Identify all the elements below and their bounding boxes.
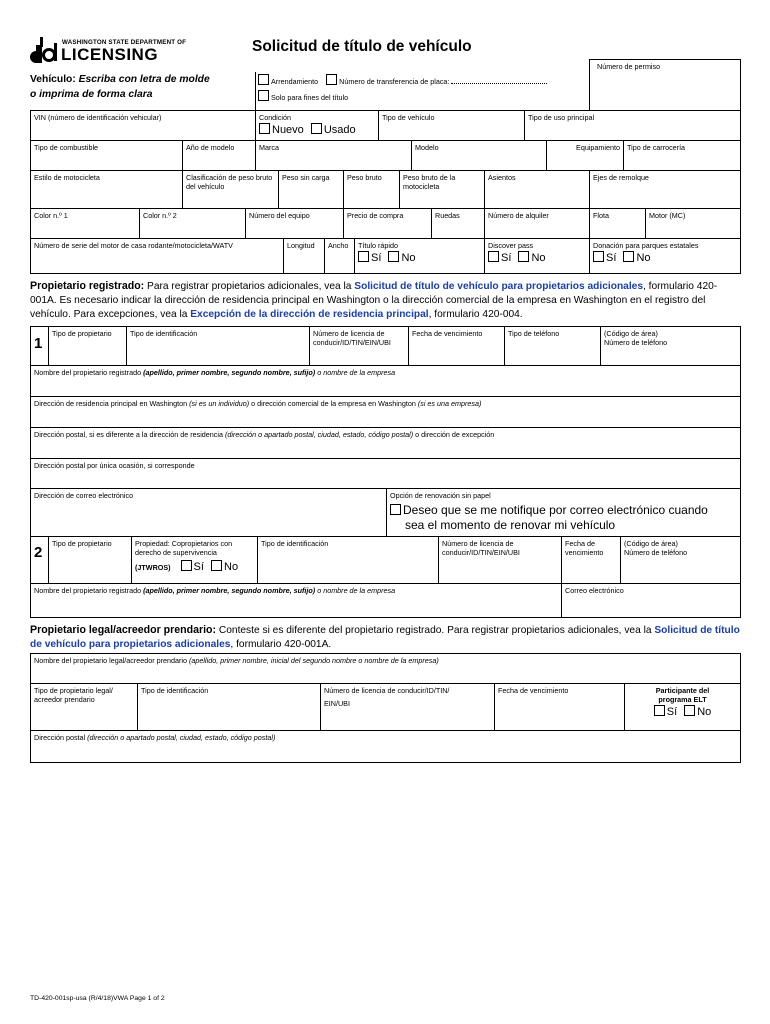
trailer-axles-field[interactable] [589,170,741,209]
quick-title-field [354,238,485,274]
moto-gross-weight-field[interactable] [399,170,485,209]
legal-owner-intro [30,623,742,652]
discover-pass-no-checkbox[interactable] [518,251,529,262]
motor-label: Motor (MC) [649,211,686,220]
engine-serial-label: Número de serie del motor de casa rodante/motocicleta/WATV [34,241,233,250]
owner2-name-label-post: o nombre de la empresa [315,586,396,595]
owner2-area-code-label: (Código de área) [624,539,678,548]
owner1-mailing-address-field[interactable] [30,427,741,459]
owner2-number-label: 2 [34,544,43,561]
motor-field[interactable] [645,208,741,239]
form-id-footer: TD-420-001sp-usa (R/4/18)VWA Page 1 of 2 [30,995,165,1002]
condition-used-checkbox[interactable] [311,123,322,134]
legal-owner-mailing-label-pre: Dirección postal [34,733,88,742]
owner1-mailing-label-i: (dirección o apartado postal, ciudad, estado, código postal) [224,430,414,439]
vehicle-heading [30,72,210,102]
registered-owner-text2: , formulario 420-001A. Es necesario indicar la dirección de residencia principal en Washington o la dirección comercial de la empresa en Washington en el registro del vehículo. Para excepciones, vea la [30,281,718,320]
vin-label: VIN (número de identificación vehicular) [34,113,162,122]
owner1-phone-field[interactable] [600,326,741,366]
weight-class-field[interactable] [182,170,279,209]
discover-pass-no-label: No [531,252,546,264]
parks-donation-label: Donación para parques estatales [593,241,699,250]
elt-no-label: No [697,706,712,718]
owner2-phone-label: Número de teléfono [624,548,688,557]
fleet-label: Flota [593,211,609,220]
paperless-renewal-field [386,488,741,537]
discover-pass-label: Discover pass [488,241,534,250]
color1-field[interactable] [30,208,140,239]
trailer-axles-label: Ejes de remolque [593,173,649,182]
owner2-expiration-field[interactable] [561,536,621,584]
model-year-field[interactable] [182,140,256,171]
wheels-label: Ruedas [435,211,460,220]
title-only-label: Solo para fines del título [271,93,349,102]
paperless-renewal-text1: Deseo que se me notifique por correo electrónico cuando [403,503,708,517]
dol-logo-icon [30,37,60,63]
owner2-type-label: Tipo de propietario [52,539,112,548]
length-field[interactable] [283,238,325,274]
legal-owner-expiration-label: Fecha de vencimiento [498,686,569,695]
lease-label: Arrendamiento [271,77,319,86]
owner1-name-label-bold: (apellido, primer nombre, segundo nombre, sufijo) [143,368,316,377]
legal-owner-mailing-label-i: (dirección o apartado postal, ciudad, estado, código postal) [87,733,276,742]
condition-used-label: Usado [323,124,356,136]
color2-field[interactable] [139,208,246,239]
unladen-weight-field[interactable] [278,170,344,209]
body-type-field[interactable] [623,140,741,171]
vehicle-type-label: Tipo de vehículo [382,113,435,122]
fleet-field[interactable] [589,208,646,239]
legal-owner-expiration-field[interactable] [494,683,625,731]
logo [30,37,187,64]
color1-label: Color n.º 1 [34,211,68,220]
owner2-email-field[interactable] [561,583,741,618]
equipment-field[interactable] [546,140,624,171]
page-title: Solicitud de título de vehículo [252,38,472,55]
rental-number-label: Número de alquiler [488,211,549,220]
vin-field[interactable] [30,110,256,141]
quick-title-yes-checkbox[interactable] [358,251,369,262]
fuel-type-field[interactable] [30,140,183,171]
vehicle-heading-line2: o imprima de forma clara [30,89,153,100]
legal-owner-type-field[interactable] [30,683,138,731]
owner1-residence-label-pre: Dirección de residencia principal en Washington [34,399,190,408]
condition-field [255,110,379,141]
elt-participant-label: Participante del programa ELT [655,686,710,704]
legal-owner-type-label: Tipo de propietario legal/ acreedor prendario [34,686,113,704]
quick-title-label: Título rápido [358,241,398,250]
owner2-license-field[interactable] [438,536,562,584]
elt-no-checkbox[interactable] [684,705,695,716]
parks-donation-no-label: No [636,252,651,264]
paperless-renewal-text2: sea el momento de renovar mi vehículo [405,518,616,532]
logo-main-text: LICENSING [61,45,159,64]
permit-number-field[interactable] [589,59,741,111]
legal-owner-name-field[interactable] [30,653,741,684]
parks-donation-field [589,238,741,274]
owner1-expiration-label: Fecha de vencimiento [412,329,483,338]
owner1-residence-label-i1: (si es un individuo) [189,399,250,408]
owner2-name-label-bold: (apellido, primer nombre, segundo nombre, sufijo) [143,586,316,595]
quick-title-no-label: No [401,252,416,264]
condition-new-label: Nuevo [272,124,304,136]
legal-owner-id-type-label: Tipo de identificación [141,686,209,695]
quick-title-no-checkbox[interactable] [388,251,399,262]
body-type-label: Tipo de carrocería [627,143,686,152]
elt-yes-checkbox[interactable] [654,705,665,716]
legal-owner-id-type-field[interactable] [137,683,321,731]
discover-pass-field [484,238,590,274]
parks-donation-yes-checkbox[interactable] [593,251,604,262]
legal-owner-name-label-pre: Nombre del propietario legal/acreedor prendario [34,656,190,665]
owner1-mailing-label-pre: Dirección postal, si es diferente a la dirección de residencia [34,430,225,439]
seats-label: Asientos [488,173,516,182]
model-year-label: Año de modelo [186,143,235,152]
elt-participant-field [624,683,741,731]
model-field[interactable] [411,140,547,171]
owner2-jtwros-field [131,536,258,584]
engine-serial-field[interactable] [30,238,284,274]
legal-owner-text1: Conteste si es diferente del propietario registrado. Para registrar propietarios adicionales, vea la [216,625,655,636]
owner2-jtwros-no-checkbox[interactable] [211,560,222,571]
residence-exception-link[interactable]: Excepción de la dirección de residencia principal [190,309,429,320]
condition-new-checkbox[interactable] [259,123,270,134]
color2-label: Color n.º 2 [143,211,177,220]
wheels-field[interactable] [431,208,485,239]
moto-style-field[interactable] [30,170,183,209]
owner1-onetime-address-field[interactable] [30,458,741,489]
owner1-phone-label: Número de teléfono [604,338,668,347]
owner2-jtwros-label: (JTWROS) [135,563,171,572]
owner1-residence-address-field[interactable] [30,396,741,428]
owner2-name-label-pre: Nombre del propietario registrado [34,586,144,595]
equipment-number-field[interactable] [245,208,344,239]
rental-number-field[interactable] [484,208,590,239]
owner2-expiration-label: Fecha de vencimiento [565,539,604,557]
primary-use-field[interactable] [524,110,741,141]
legal-owner-text2: , formulario 420-001A. [230,639,332,650]
owner1-email-field[interactable] [30,488,387,537]
condition-label: Condición [259,113,291,122]
owner1-residence-label-mid: o dirección comercial de la empresa en Washington [249,399,418,408]
legal-owner-heading: Propietario legal/acreedor prendario: [30,624,217,636]
owner2-jtwros-yes-label: Sí [193,561,204,573]
paperless-renewal-label: Opción de renovación sin papel [390,491,491,500]
legal-owner-license-field[interactable] [320,683,495,731]
equipment-label: Equipamiento [576,143,620,152]
owner1-number [30,326,49,366]
title-only-checkbox[interactable] [258,90,269,101]
owner1-number-label: 1 [34,335,43,352]
vehicle-heading-bold: Vehículo: [30,74,76,85]
owner1-id-type-field[interactable] [126,326,310,366]
owner2-name-field[interactable] [30,583,562,618]
owner2-number [30,536,49,584]
owner1-type-label: Tipo de propietario [52,329,112,338]
make-field[interactable] [255,140,412,171]
fuel-type-label: Tipo de combustible [34,143,99,152]
owner1-license-field[interactable] [309,326,409,366]
length-label: Longitud [287,241,315,250]
owner2-jtwros-no-label: No [224,561,239,573]
discover-pass-yes-checkbox[interactable] [488,251,499,262]
owner1-license-label: Número de licencia de conducir/ID/TIN/EIN/UBI [313,329,391,347]
plate-transfer-label: Número de transferencia de placa: [339,77,450,86]
paperless-renewal-checkbox[interactable] [390,504,401,515]
legal-owner-mailing-field[interactable] [30,730,741,763]
discover-pass-yes-label: Sí [501,252,512,264]
purchase-price-field[interactable] [343,208,432,239]
owner2-co-owner-label: Propiedad: Copropietarios con derecho de supervivencia [135,539,233,557]
owner1-residence-label-i2: (si es una empresa) [417,399,482,408]
moto-gross-weight-label: Peso bruto de la motocicleta [403,173,456,191]
owner2-id-type-label: Tipo de identificación [261,539,329,548]
owner1-expiration-field[interactable] [408,326,505,366]
plate-transfer-checkbox[interactable] [326,74,337,85]
additional-owners-link[interactable]: Solicitud de título de vehículo para propietarios adicionales [354,281,643,292]
owner2-license-label: Número de licencia de conducir/ID/TIN/EIN/UBI [442,539,520,557]
width-label: Ancho [328,241,349,250]
registered-owner-intro [30,279,742,322]
parks-donation-yes-label: Sí [606,252,617,264]
parks-donation-no-checkbox[interactable] [623,251,634,262]
owner2-id-type-field[interactable] [257,536,439,584]
owner1-name-label-pre: Nombre del propietario registrado [34,368,144,377]
owner1-id-type-label: Tipo de identificación [130,329,198,338]
owner1-phone-type-field[interactable] [504,326,601,366]
owner2-phone-field[interactable] [620,536,741,584]
width-field[interactable] [324,238,355,274]
make-label: Marca [259,143,279,152]
logo-top-text: WASHINGTON STATE DEPARTMENT OF [62,39,187,46]
moto-style-label: Estilo de motocicleta [34,173,100,182]
equipment-number-label: Número del equipo [249,211,310,220]
owner1-mailing-label-post: o dirección de excepción [413,430,495,439]
lease-checkbox[interactable] [258,74,269,85]
gross-weight-field[interactable] [343,170,400,209]
gross-weight-label: Peso bruto [347,173,382,182]
legal-owner-license-label2: EIN/UBI [324,699,350,708]
legal-owner-license-label1: Número de licencia de conducir/ID/TIN/ [324,686,450,695]
owner1-email-label: Dirección de correo electrónico [34,491,134,500]
lease-transfer-field [255,72,590,110]
weight-class-label: Clasificación de peso bruto del vehículo [186,173,273,191]
owner1-onetime-address-label: Dirección postal por única ocasión, si corresponde [34,461,195,470]
plate-transfer-input[interactable] [451,76,547,84]
model-label: Modelo [415,143,439,152]
owner2-type-field[interactable] [48,536,132,584]
owner2-jtwros-yes-checkbox[interactable] [181,560,192,571]
owner1-area-code-label: (Código de área) [604,329,658,338]
seats-field[interactable] [484,170,590,209]
registered-owner-text3: , formulario 420-004. [428,309,523,320]
legal-owner-name-label-i: (apellido, primer nombre, inicial del segundo nombre o nombre de la empresa) [189,656,439,665]
elt-yes-label: Sí [666,706,678,718]
owner1-name-field[interactable] [30,365,741,397]
legal-additional-owners-link[interactable]: Solicitud de título de vehículo para propietarios adicionales [30,625,740,650]
quick-title-yes-label: Sí [371,252,382,264]
owner1-type-field[interactable] [48,326,127,366]
unladen-weight-label: Peso sin carga [282,173,330,182]
permit-number-label: Número de permiso [597,62,661,71]
owner1-phone-type-label: Tipo de teléfono [508,329,560,338]
registered-owner-text1: Para registrar propietarios adicionales, vea la [144,281,355,292]
purchase-price-label: Precio de compra [347,211,404,220]
registered-owner-heading: Propietario registrado: [30,280,145,292]
primary-use-label: Tipo de uso principal [528,113,595,122]
vehicle-type-field[interactable] [378,110,525,141]
owner2-email-label: Correo electrónico [565,586,624,595]
owner1-name-label-post: o nombre de la empresa [315,368,396,377]
vehicle-heading-rest: Escriba con letra de molde [78,74,210,85]
